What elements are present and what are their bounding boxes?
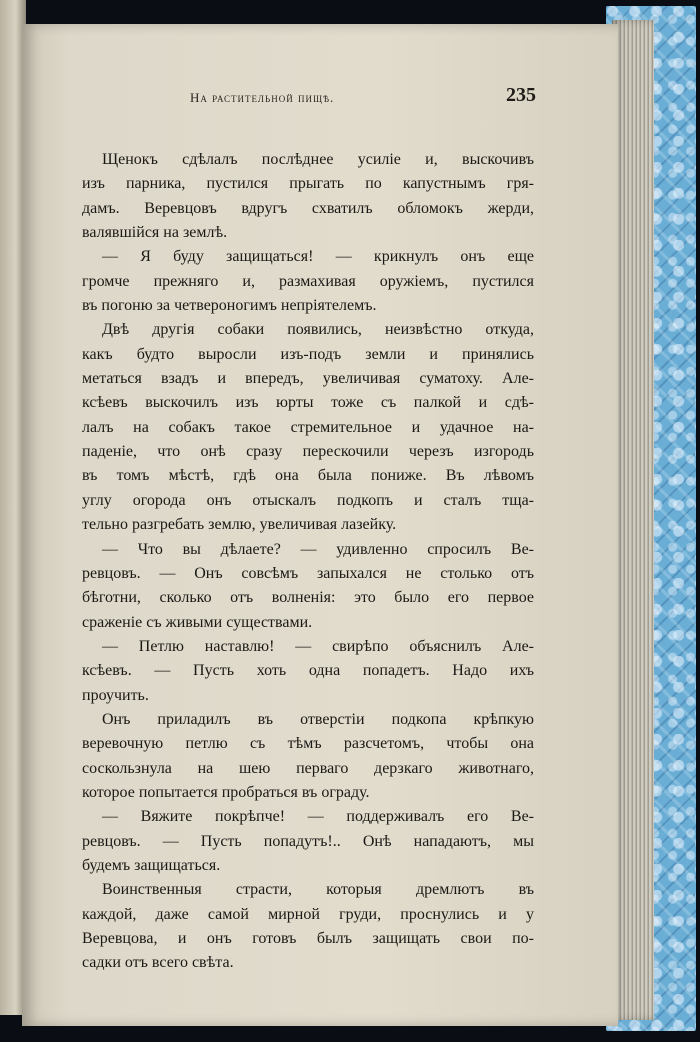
- text-line: сраженіе съ живыми существами.: [82, 613, 313, 631]
- page-edges: [612, 20, 654, 1020]
- text-line: соскользнула на шею перваго дерзкаго животнаго,: [82, 759, 534, 777]
- text-line: изъ парника, пустился прыгать по капустнымъ гря-: [82, 175, 534, 193]
- text-line: — Что вы дѣлаете? — удивленно спросилъ Ве-: [102, 540, 534, 558]
- book-page: [22, 24, 618, 1026]
- text-line: — Петлю наставлю! — свирѣпо объяснилъ Але-: [102, 637, 534, 655]
- text-line: тельно разгребать землю, увеличивая лазейку.: [82, 516, 397, 534]
- page-header: [172, 84, 536, 114]
- text-line: бѣготни, сколько отъ волненія: это было его первое: [82, 589, 534, 607]
- text-line: ревцовъ. — Онъ совсѣмъ запыхался не столько отъ: [82, 564, 534, 582]
- text-line: громче прежняго и, размахивая оружіемъ, пустился: [82, 272, 534, 290]
- text-line: лалъ на собакъ такое стремительное и удачное на-: [82, 418, 534, 436]
- text-line: какъ будто выросли изъ-подъ земли и принялись: [82, 345, 534, 363]
- text-line: проучить.: [82, 686, 149, 704]
- text-line: будемъ защищаться.: [82, 856, 221, 874]
- text-line: углу огорода онъ отыскалъ подкопъ и сталъ тща-: [82, 491, 534, 509]
- page-number: 235: [506, 84, 536, 106]
- text-line: Воинственныя страсти, которыя дремлютъ въ: [102, 881, 534, 899]
- text-line: — Я буду защищаться! — крикнулъ онъ еще: [102, 248, 534, 266]
- text-line: дамъ. Веревцовъ вдругъ схватилъ обломокъ жерди,: [82, 199, 534, 217]
- text-line: — Вяжите покрѣпче! — поддерживалъ его Ве-: [102, 808, 534, 826]
- text-line: ксѣевъ. — Пусть хоть одна попадетъ. Надо ихъ: [82, 662, 534, 680]
- text-line: валявшійся на землѣ.: [82, 224, 228, 242]
- text-line: паденіе, что онѣ сразу перескочили черезъ изгородь: [82, 443, 534, 461]
- text-line: Веревцова, и онъ готовъ былъ защищать свои по-: [82, 930, 534, 947]
- body-text: [82, 148, 534, 976]
- text-line: въ томъ мѣстѣ, гдѣ она была пониже. Въ лѣвомъ: [82, 467, 534, 485]
- text-line: ревцовъ. — Пусть попадутъ!.. Онѣ нападаютъ, мы: [82, 832, 534, 850]
- text-line: каждой, даже самой мирной груди, проснулись и у: [82, 905, 534, 923]
- text-line: метаться взадъ и впередъ, увеличивая суматоху. Але-: [82, 370, 534, 388]
- running-head: На растительной пищѣ.: [190, 90, 335, 105]
- text-line: въ погоню за четвероногимъ непріятелемъ.: [82, 297, 377, 315]
- text-line: веревочную петлю съ тѣмъ разсчетомъ, чтобы она: [82, 735, 534, 753]
- text-line: Щенокъ сдѣлалъ послѣднее усиліе и, выскочивъ: [102, 151, 534, 168]
- text-line: которое попытается пробраться въ ограду.: [82, 783, 370, 801]
- text-line: Двѣ другія собаки появились, неизвѣстно откуда,: [102, 321, 534, 339]
- text-line: садки отъ всего свѣта.: [82, 954, 234, 972]
- text-line: Онъ приладилъ въ отверстіи подкопа крѣпкую: [102, 710, 534, 728]
- text-line: ксѣевъ выскочилъ изъ юрты тоже съ палкой и сдѣ-: [82, 394, 534, 412]
